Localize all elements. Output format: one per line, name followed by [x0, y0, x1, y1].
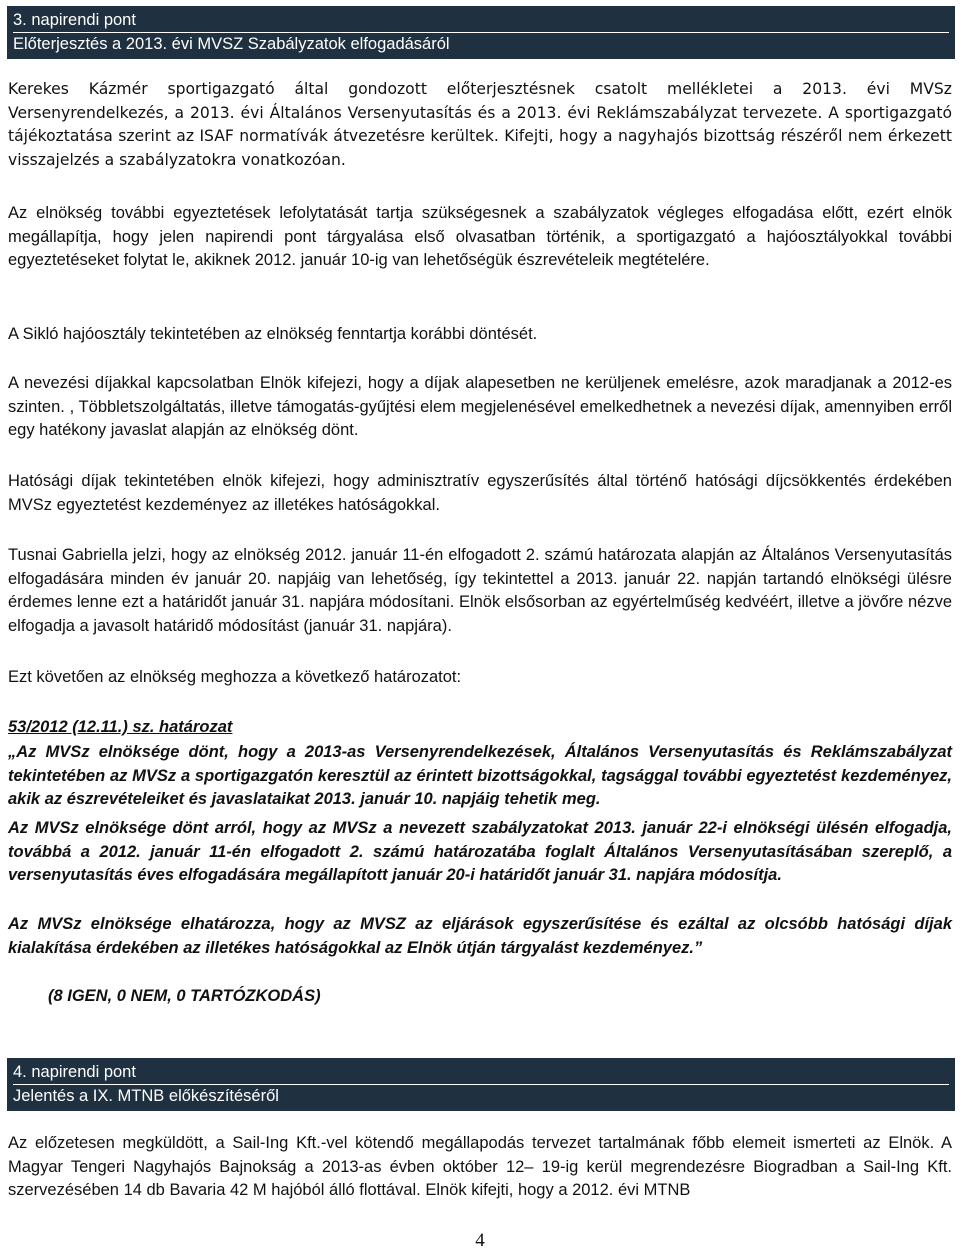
- section-3-number: 3. napirendi pont: [13, 11, 136, 29]
- paragraph-tusnai: Tusnai Gabriella jelzi, hogy az elnökség 2012. január 11-én elfogadott 2. számú határozata alapján az Általános Versenyutasítás elfogadására minden év január 20. napjáig van lehetőség, így tekintettel a 2013. január 22. napján tartandó elnökségi ülésre érdemes lenne ezt a határidőt január 31. napjára módosítani. Elnök elsősorban az egyértelműség kedvéért, illetve a jövőre nézve elfogadja a javasolt határidő módosítást (január 31. napjára).: [8, 546, 952, 635]
- section-3-header: [7, 6, 955, 59]
- resolution-item-1: „Az MVSz elnöksége dönt, hogy a 2013-as Versenyrendelkezések, Általános Versenyutasítás és Reklámszabályzat tekintetében az MVSz a sportigazgatón keresztül az érintett bizottságokkal, tagsággal további egyeztetést kezdeményez, akik az észrevételeiket és javaslataikat 2013. január 10. napjáig tehetik meg.: [8, 743, 952, 808]
- section-4-header: [7, 1058, 955, 1111]
- paragraph-intro-a: Kerekes Kázmér sportigazgató által gondozott előterjesztésnek csatolt mellékletei a 2013. évi MVSz Versenyrendelkezés, a 2013. évi Általános Versenyutasítás és a 2013. évi Reklámszabályzat tervezete. A sportigazgató tájékoztatása szerint az ISAF normatívák átvezetésre kerültek.: [8, 80, 952, 145]
- resolution-item-2: Az MVSz elnöksége dönt arról, hogy az MVSz a nevezett szabályzatokat 2013. január 22-i elnökségi ülésén elfogadja, továbbá a 2012. január 11-én elfogadott 2. számú határozatába foglalt Általános Versenyutasításában szereplő, a versenyutasítás éves elfogadására megállapított január 20-i határidőt január 31. napjára módosítja.: [8, 819, 952, 884]
- resolution-title: 53/2012 (12.11.) sz. határozat: [8, 718, 233, 736]
- paragraph-intro-b: Kifejti, hogy a nagyhajós bizottság részéről nem érkezett visszajelzés a szabályzatokra vonatkozóan.: [8, 127, 952, 169]
- section-4-number: 4. napirendi pont: [13, 1063, 136, 1081]
- paragraph-authority-fees: Hatósági díjak tekintetében elnök kifejezi, hogy adminisztratív egyszerűsítés által történő hatósági díjcsökkentés érdekében MVSz egyeztetést kezdeményez az illetékes hatóságokkal.: [8, 472, 952, 514]
- vote-result: (8 IGEN, 0 NEM, 0 TARTÓZKODÁS): [48, 987, 321, 1005]
- paragraph-intro: [8, 78, 952, 172]
- section-4-title: Jelentés a IX. MTNB előkészítéséről: [13, 1084, 949, 1108]
- page-number: 4: [475, 1230, 485, 1251]
- paragraph-consultation: Az elnökség további egyeztetések lefolytatását tartja szükségesnek a szabályzatok végleges elfogadása előtt, ezért elnök megállapítja, hogy jelen napirendi pont tárgyalása első olvasatban történik, a sportigazgató a hajóosztályokkal további egyeztetéseket folytat le, akiknek 2012. január 10-ig van lehetőségük észrevételeik megtételére.: [8, 204, 952, 269]
- paragraph-siklo: A Sikló hajóosztály tekintetében az elnökség fenntartja korábbi döntését.: [8, 325, 538, 343]
- paragraph-mtnb: Az előzetesen megküldött, a Sail-Ing Kft.-vel kötendő megállapodás tervezet tartalmának főbb elemeit ismerteti az Elnök. A Magyar Tengeri Nagyhajós Bajnokság a 2013-as évben október 12– 19-ig kerül megrendezésre Biogradban a Sail-Ing Kft. szervezésében 14 db Bavaria 42 M hajóból álló flottával. Elnök kifejti, hogy a 2012. évi MTNB: [8, 1134, 952, 1199]
- paragraph-resolution-intro: Ezt követően az elnökség meghozza a következő határozatot:: [8, 668, 462, 686]
- paragraph-entry-fees: A nevezési díjakkal kapcsolatban Elnök kifejezi, hogy a díjak alapesetben ne kerüljenek emelésre, azok maradjanak a 2012-es szinten. , Többletszolgáltatás, illetve támogatás-gyűjtési elem megjelenésével emelkedhetnek a nevezési díjak, amennyiben erről egy hatékony javaslat alapján az elnökség dönt.: [8, 374, 952, 439]
- resolution-item-3: Az MVSz elnöksége elhatározza, hogy az MVSZ az eljárások egyszerűsítése és ezáltal az olcsóbb hatósági díjak kialakítása érdekében az illetékes hatóságokkal az Elnök útján tárgyalást kezdeményez.”: [8, 915, 952, 957]
- section-3-title: Előterjesztés a 2013. évi MVSZ Szabályzatok elfogadásáról: [13, 32, 949, 56]
